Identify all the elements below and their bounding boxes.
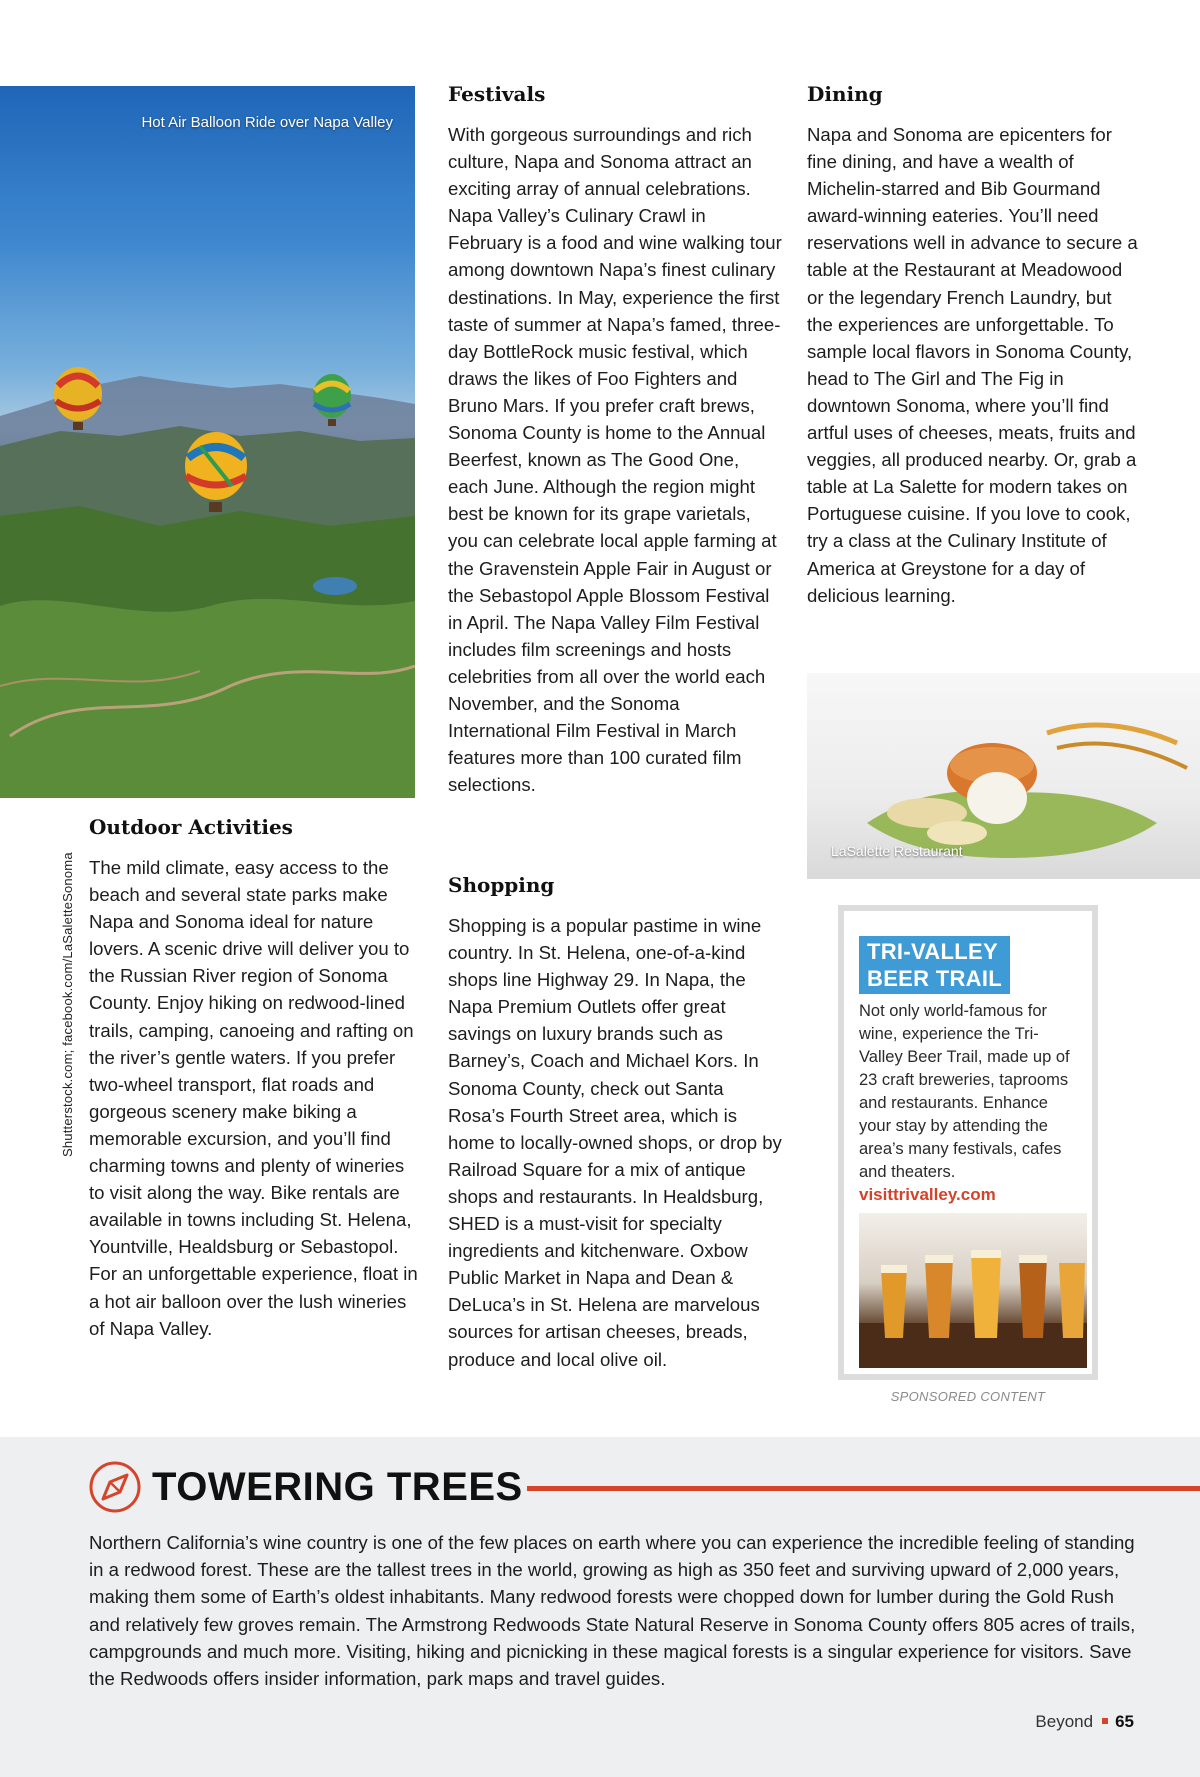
section-dining bbox=[807, 81, 1142, 609]
outdoor-body: The mild climate, easy access to the beach and several state parks make Napa and Sonoma ideal for nature lovers. A scenic drive will deliver you to the Russian River region of Sonoma County. Enjoy hiking on redwood-lined trails, camping, canoeing and rafting on the river’s gentle waters. If you prefer two-wheel transport, flat roads and gorgeous scenery make biking a memorable excursion, and you’ll find charming towns and plenty of wineries to visit along the way. Bike rentals are available in towns including St. Helena, Yountville, Healdsburg or Sebastopol. For an unforgettable experience, float in a hot air balloon over the lush wineries of Napa Valley. bbox=[89, 857, 418, 1339]
photo-credit: Shutterstock.com; facebook.com/LaSaletteSonoma bbox=[60, 852, 75, 1157]
hero-photo bbox=[0, 86, 415, 798]
hero-caption: Hot Air Balloon Ride over Napa Valley bbox=[141, 114, 393, 131]
outdoor-heading: Outdoor Activities bbox=[89, 815, 293, 839]
ad-title-line-1: TRI-VALLEY bbox=[867, 939, 998, 964]
page-number: 65 bbox=[1115, 1712, 1134, 1731]
compass-icon bbox=[88, 1460, 142, 1514]
restaurant-photo bbox=[807, 673, 1200, 879]
ad-title bbox=[859, 936, 1010, 994]
title-rule bbox=[527, 1486, 1200, 1491]
section-outdoor-activities bbox=[89, 814, 419, 1342]
publication-name: Beyond bbox=[1035, 1712, 1094, 1731]
festivals-heading: Festivals bbox=[448, 82, 546, 106]
shopping-heading: Shopping bbox=[448, 873, 555, 897]
festivals-body: With gorgeous surroundings and rich culture, Napa and Sonoma attract an exciting array of annual celebrations. Napa Valley’s Culinary Crawl in February is a food and wine walking tour among downtown Napa’s finest culinary destinations. In May, experience the first taste of summer at Napa’s famed, three-day BottleRock music festival, which draws the likes of Foo Fighters and Bruno Mars. If you prefer craft brews, Sonoma County is home to the Annual Beerfest, known as The Good One, each June. Although the region might best be known for its grape varietals, you can celebrate local apple farming at the Gravenstein Apple Fair in August or the Sebastopol Apple Blossom Festival in April. The Napa Valley Film Festival includes film screenings and hosts celebrities from all over the world each November, and the Sonoma International Film Festival in March features more than 100 curated film selections. bbox=[448, 124, 782, 796]
restaurant-photo-caption: LaSalette Restaurant bbox=[831, 843, 963, 859]
beer-flight-photo bbox=[859, 1213, 1087, 1368]
section-festivals bbox=[448, 81, 783, 798]
dining-body: Napa and Sonoma are epicenters for fine dining, and have a wealth of Michelin-starred and Bib Gourmand award-winning eateries. You’ll need reservations well in advance to secure a table at the Restaurant at Meadowood or the legendary French Laundry, but the experiences are unforgettable. To sample local flavors in Sonoma County, head to The Girl and The Fig in downtown Sonoma, where you’ll find artful uses of cheeses, meats, fruits and veggies, all produced nearby. Or, grab a table at La Salette for modern takes on Portuguese cuisine. If you love to cook, try a class at the Culinary Institute of America at Greystone for a day of delicious learning. bbox=[807, 124, 1138, 606]
towering-trees-body: Northern California’s wine country is one of the few places on earth where you can experience the incredible feeling of standing in a redwood forest. These are the tallest trees in the world, growing as high as 350 feet and surviving upward of 2,000 years, making them some of Earth’s oldest inhabitants. Many redwood forests were chopped down for lumber during the Gold Rush and relatively few groves remain. The Armstrong Redwoods State Natural Reserve in Sonoma County offers 805 acres of trails, campgrounds and much more. Visiting, hiking and picnicking in these magical forests is a singular experience for visitors. Save the Redwoods offers insider information, park maps and travel guides. bbox=[89, 1532, 1136, 1690]
ad-title-line-2: BEER TRAIL bbox=[867, 966, 1002, 991]
section-shopping bbox=[448, 872, 783, 1373]
beer-glasses-illustration bbox=[859, 1213, 1087, 1368]
balloon-landscape-illustration bbox=[0, 86, 415, 798]
dining-heading: Dining bbox=[807, 82, 883, 106]
towering-trees-title: TOWERING TREES bbox=[152, 1465, 523, 1509]
sponsored-label: SPONSORED CONTENT bbox=[890, 1389, 1046, 1404]
ad-body: Not only world-famous for wine, experience the Tri-Valley Beer Trail, made up of 23 craft breweries, taprooms and restaurants. Enhance your stay by attending the area’s many festivals, cafes and theaters. bbox=[859, 1002, 1070, 1181]
footer-square-icon bbox=[1102, 1718, 1108, 1724]
page-footer bbox=[1035, 1712, 1134, 1732]
ad-link[interactable]: visittrivalley.com bbox=[859, 1185, 996, 1204]
shopping-body: Shopping is a popular pastime in wine country. In St. Helena, one-of-a-kind shops line Highway 29. In Napa, the Napa Premium Outlets offer great savings on luxury brands such as Barney’s, Coach and Michael Kors. In Sonoma County, check out Santa Rosa’s Fourth Street area, which is home to locally-owned shops, or drop by Railroad Square for a mix of antique shops and restaurants. In Healdsburg, SHED is a must-visit for specialty ingredients and kitchenware. Oxbow Public Market in Napa and Dean & DeLuca’s in St. Helena are marvelous sources for artisan cheeses, breads, produce and local olive oil. bbox=[448, 915, 782, 1370]
sponsored-ad-box bbox=[838, 905, 1098, 1380]
